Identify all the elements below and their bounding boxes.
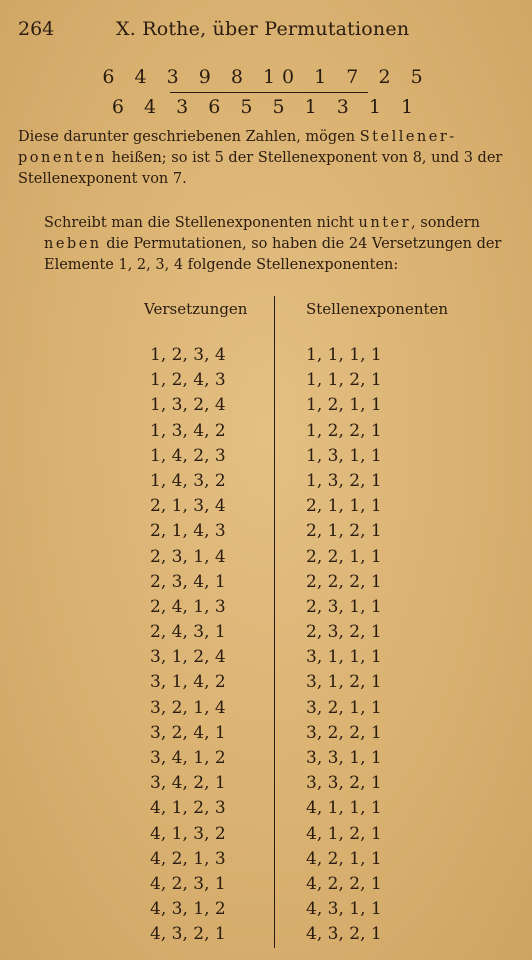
exponent-cell: 3, 3, 2, 1 bbox=[306, 773, 382, 794]
permutation-sequence: 6 4 3 9 8 10 1 7 2 5 bbox=[102, 66, 430, 88]
permutation-cell: 2, 4, 1, 3 bbox=[150, 596, 226, 617]
permutation-cell: 2, 4, 3, 1 bbox=[150, 622, 226, 643]
permutation-cell: 4, 1, 2, 3 bbox=[150, 798, 226, 819]
emphasis-unter: unter bbox=[358, 215, 412, 231]
permutation-cell: 3, 1, 2, 4 bbox=[150, 647, 226, 668]
running-head: X. Rothe, über Permutationen bbox=[116, 18, 410, 40]
permutation-cell: 3, 4, 2, 1 bbox=[150, 773, 226, 794]
exponent-cell: 2, 3, 2, 1 bbox=[306, 622, 382, 643]
permutation-cell: 1, 3, 2, 4 bbox=[150, 395, 226, 416]
emphasis-term-cont: ponenten bbox=[18, 150, 108, 166]
permutation-cell: 1, 2, 4, 3 bbox=[150, 370, 226, 391]
permutation-cell: 3, 2, 1, 4 bbox=[150, 697, 226, 718]
exponent-cell: 4, 1, 2, 1 bbox=[306, 823, 382, 844]
exponent-cell: 3, 1, 2, 1 bbox=[306, 672, 382, 693]
permutation-cell: 4, 1, 3, 2 bbox=[150, 823, 226, 844]
exponent-cell: 2, 2, 2, 1 bbox=[306, 571, 382, 592]
exponent-cell: 2, 3, 1, 1 bbox=[306, 596, 382, 617]
exponent-cell: 4, 2, 2, 1 bbox=[306, 873, 382, 894]
permutation-cell: 2, 1, 3, 4 bbox=[150, 496, 226, 517]
emphasis-neben: neben bbox=[44, 236, 102, 252]
exponent-cell: 4, 2, 1, 1 bbox=[306, 848, 382, 869]
permutations-column bbox=[150, 343, 226, 948]
exponent-cell: 1, 3, 1, 1 bbox=[306, 445, 382, 466]
exponent-cell: 3, 2, 1, 1 bbox=[306, 697, 382, 718]
column-divider bbox=[274, 296, 275, 948]
exponent-cell: 3, 3, 1, 1 bbox=[306, 748, 382, 768]
exponent-cell: 4, 1, 1, 1 bbox=[306, 798, 382, 819]
exponent-sequence: 6 4 3 6 5 5 1 3 1 1 bbox=[111, 96, 421, 118]
exponent-cell: 1, 3, 2, 1 bbox=[306, 470, 382, 491]
permutation-cell: 4, 2, 1, 3 bbox=[150, 848, 226, 869]
exponent-cell: 1, 2, 1, 1 bbox=[306, 395, 382, 416]
page-header bbox=[18, 18, 514, 46]
exponent-cell: 4, 3, 1, 1 bbox=[306, 899, 382, 920]
paragraph-definition: Diese darunter geschriebenen Zahlen, mögen Stellener- ponenten heißen; so ist 5 der Stellenexponent von 8, und 3 der Stellenexponent von 7. bbox=[18, 129, 503, 187]
exponent-cell: 2, 2, 1, 1 bbox=[306, 546, 382, 567]
exponent-cell: 4, 3, 2, 1 bbox=[306, 924, 382, 945]
permutation-cell: 2, 3, 4, 1 bbox=[150, 571, 226, 592]
permutation-cell: 4, 2, 3, 1 bbox=[150, 873, 226, 894]
exponents-column bbox=[306, 343, 382, 948]
exponent-cell: 2, 1, 2, 1 bbox=[306, 521, 382, 542]
permutation-cell: 4, 3, 2, 1 bbox=[150, 924, 226, 945]
permutation-cell: 1, 4, 3, 2 bbox=[150, 470, 226, 491]
permutation-cell: 3, 1, 4, 2 bbox=[150, 672, 226, 693]
permutation-cell: 1, 2, 3, 4 bbox=[150, 345, 226, 365]
sequence-divider bbox=[170, 92, 368, 93]
permutation-cell: 2, 1, 4, 3 bbox=[150, 521, 226, 542]
permutation-cell: 1, 3, 4, 2 bbox=[150, 420, 226, 441]
permutation-cell: 4, 3, 1, 2 bbox=[150, 899, 226, 920]
permutation-cell: 2, 3, 1, 4 bbox=[150, 546, 226, 567]
permutation-cell: 3, 4, 1, 2 bbox=[150, 748, 226, 768]
permutation-cell: 3, 2, 4, 1 bbox=[150, 722, 226, 743]
column-header-stellenexponenten: Stellenexponenten bbox=[306, 300, 449, 318]
permutation-cell: 1, 4, 2, 3 bbox=[150, 445, 226, 466]
exponent-cell: 3, 2, 2, 1 bbox=[306, 722, 382, 743]
exponent-cell: 2, 1, 1, 1 bbox=[306, 496, 382, 517]
exponent-cell: 3, 1, 1, 1 bbox=[306, 647, 382, 668]
emphasis-term: Stellener- bbox=[359, 129, 457, 145]
paragraph-intro-table: Schreibt man die Stellenexponenten nicht unter, sondern neben die Permutationen, so haben die 24 Versetzungen der Elemente 1, 2, 3, 4 folgende Stellenexponenten: bbox=[44, 215, 502, 273]
exponent-cell: 1, 1, 2, 1 bbox=[306, 370, 382, 391]
exponent-cell: 1, 1, 1, 1 bbox=[306, 345, 382, 365]
page-number: 264 bbox=[18, 18, 55, 40]
column-header-versetzungen: Versetzungen bbox=[144, 300, 248, 318]
exponent-cell: 1, 2, 2, 1 bbox=[306, 420, 382, 441]
